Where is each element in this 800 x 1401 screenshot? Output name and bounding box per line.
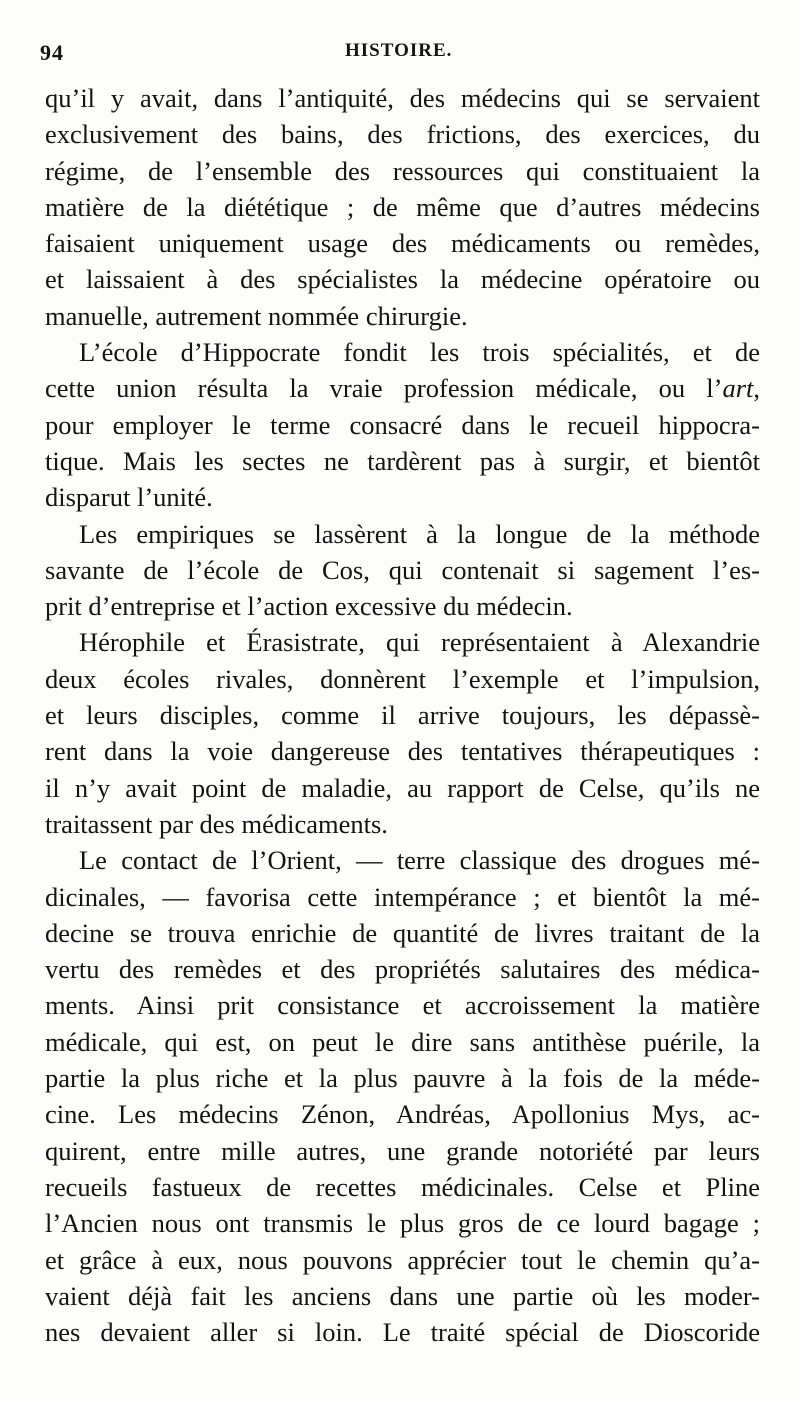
text-line: prit d’entreprise et l’action excessive du médecin. <box>45 591 573 622</box>
text-line: médicale, qui est, on peut le dire sans antithèse puérile, la <box>45 1026 760 1057</box>
text-line: manuelle, autrement nommée chirurgie. <box>45 300 468 331</box>
text-line: pour employer le terme consacré dans le recueil hippocra- <box>45 409 760 440</box>
text-line: rent dans la voie dangereuse des tentatives thérapeutiques : <box>45 736 760 767</box>
text-line: régime, de l’ensemble des ressources qui constituaient la <box>45 155 760 186</box>
text-line: Les empiriques se lassèrent à la longue de la méthode <box>79 518 760 549</box>
text-line: et leurs disciples, comme il arrive toujours, les dépassè- <box>45 700 760 731</box>
text-line: qu’il y avait, dans l’antiquité, des médecins qui se servaient <box>45 83 760 113</box>
text-line: Hérophile et Érasistrate, qui représentaient à Alexandrie <box>79 627 760 658</box>
page-header <box>40 40 770 74</box>
body-text <box>45 80 760 1350</box>
text-line: et laissaient à des spécialistes la médecine opératoire ou <box>45 264 760 295</box>
text-line: quirent, entre mille autres, une grande notoriété par leurs <box>45 1135 760 1166</box>
text-line: dicinales, — favorisa cette intempérance ; et bientôt la mé- <box>45 881 760 912</box>
text-line: vertu des remèdes et des propriétés salutaires des médica- <box>45 954 760 985</box>
text-line: cine. Les médecins Zénon, Andréas, Apollonius Mys, ac- <box>45 1099 760 1130</box>
text-line: recueils fastueux de recettes médicinales. Celse et Pline <box>45 1171 760 1202</box>
text-line: cette union résulta la vraie profession médicale, ou l’art, <box>45 373 760 404</box>
text-line: decine se trouva enrichie de quantité de livres traitant de la <box>45 917 760 948</box>
text-line: nes devaient aller si loin. Le traité spécial de Dioscoride <box>45 1317 760 1348</box>
page-number: 94 <box>40 40 64 65</box>
text-line: vaient déjà fait les anciens dans une partie où les moder- <box>45 1280 760 1311</box>
text-line: ments. Ainsi prit consistance et accroissement la matière <box>45 990 760 1021</box>
text-line: Le contact de l’Orient, — terre classique des drogues mé- <box>79 845 760 876</box>
text-line: traitassent par des médicaments. <box>45 808 388 839</box>
text-line: il n’y avait point de maladie, au rapport de Celse, qu’ils ne <box>45 772 760 803</box>
text-line: disparut l’unité. <box>45 482 213 513</box>
text-line: et grâce à eux, nous pouvons apprécier tout le chemin qu’a- <box>45 1244 760 1275</box>
text-line: deux écoles rivales, donnèrent l’exemple et l’impulsion, <box>45 663 760 694</box>
text-line: tique. Mais les sectes ne tardèrent pas à surgir, et bientôt <box>45 445 760 476</box>
italic-word: art <box>722 373 754 404</box>
text-line: savante de l’école de Cos, qui contenait si sagement l’es- <box>45 554 760 585</box>
text-line: partie la plus riche et la plus pauvre à la fois de la méde- <box>45 1063 760 1094</box>
text-line: matière de la diététique ; de même que d’autres médecins <box>45 191 760 222</box>
text-line: exclusivement des bains, des frictions, des exercices, du <box>45 119 760 150</box>
text-line: faisaient uniquement usage des médicaments ou remèdes, <box>45 228 760 259</box>
text-line: L’école d’Hippocrate fondit les trois spécialités, et de <box>79 337 760 368</box>
running-head: HISTOIRE. <box>345 40 453 61</box>
text-line: l’Ancien nous ont transmis le plus gros de ce lourd bagage ; <box>45 1208 760 1239</box>
